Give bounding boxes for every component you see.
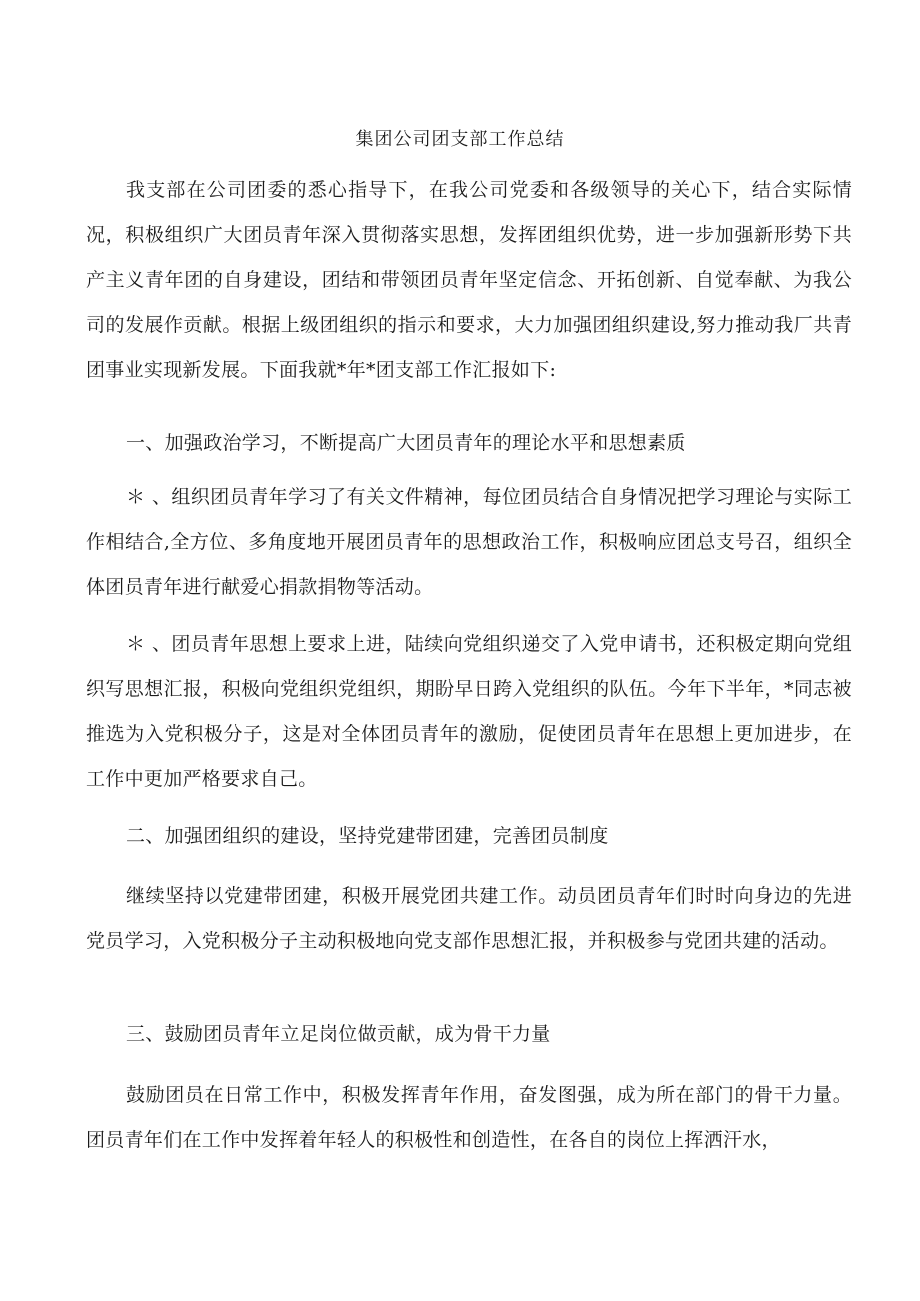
section-heading-1: 一、加强政治学习，不断提高广大团员青年的理论水平和思想素质 <box>126 432 686 454</box>
document-title: 集团公司团支部工作总结 <box>355 129 565 150</box>
section-1-item-1: ＊ 、组织团员青年学习了有关文件精神，每位团员结合自身情况把学习理论与实际工作相结合,全方位、多角度地开展团员青年的思想政治工作，积极响应团总支号召，组织全体团员青年进行献爱心捐款捐物等活动。 <box>86 486 852 598</box>
intro-paragraph: 我支部在公司团委的悉心指导下，在我公司党委和各级领导的关心下，结合实际情况，积极组织广大团员青年深入贯彻落实思想，发挥团组织优势，进一步加强新形势下共产主义青年团的自身建设，团结和带领团员青年坚定信念、开拓创新、自觉奉献、为我公司的发展作贡献。根据上级团组织的指示和要求，大力加强团组织建设,努力推动我厂共青团事业实现新发展。下面我就*年*团支部工作汇报如下: <box>86 179 852 381</box>
section-1-item-2: ＊ 、团员青年思想上要求上进，陆续向党组织递交了入党申请书，还积极定期向党组织写思想汇报，积极向党组织党组织，期盼早日跨入党组织的队伍。今年下半年，*同志被推选为入党积极分子，这是对全体团员青年的激励，促使团员青年在思想上更加进步，在工作中更加严格要求自己。 <box>86 633 852 790</box>
section-3-paragraph: 鼓励团员在日常工作中，积极发挥青年作用，奋发图强，成为所在部门的骨干力量。团员青年们在工作中发挥着年轻人的积极性和创造性，在各自的岗位上挥洒汗水， <box>86 1084 852 1151</box>
section-heading-2: 二、加强团组织的建设，坚持党建带团建，完善团员制度 <box>126 825 609 847</box>
section-2-paragraph: 继续坚持以党建带团建，积极开展党团共建工作。动员团员青年们时时向身边的先进党员学习，入党积极分子主动积极地向党支部作思想汇报，并积极参与党团共建的活动。 <box>86 885 852 952</box>
section-heading-3: 三、鼓励团员青年立足岗位做贡献，成为骨干力量 <box>126 1023 551 1045</box>
